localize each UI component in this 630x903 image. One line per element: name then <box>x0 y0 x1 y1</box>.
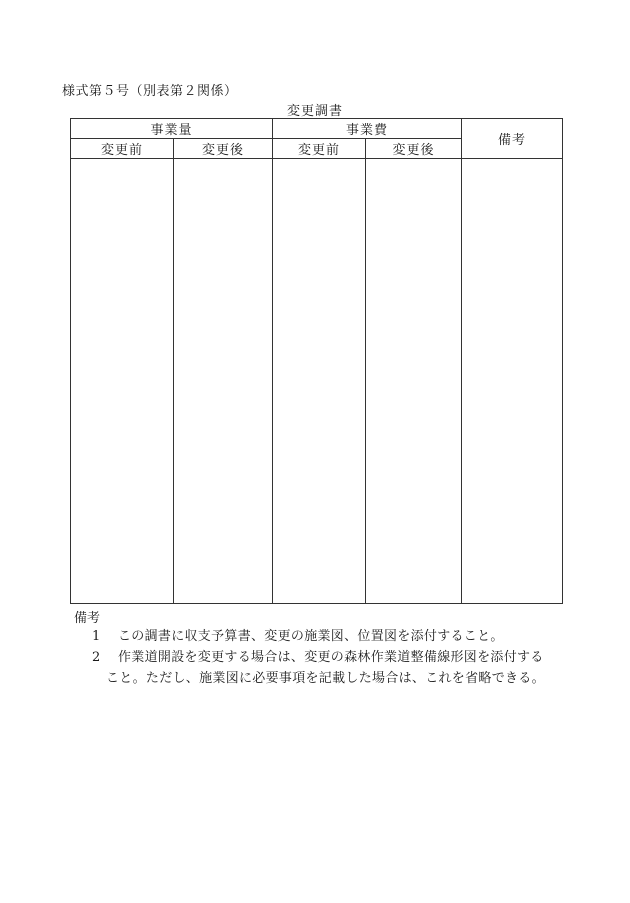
note-item-2 <box>92 647 544 668</box>
note-item-2-continuation: こと。ただし、施業図に必要事項を記載した場合は、これを省略できる。 <box>106 671 545 686</box>
header-cost-before: 変更前 <box>273 139 366 159</box>
header-quantity-after: 変更後 <box>174 139 273 159</box>
note-number: 2 <box>92 650 101 665</box>
table-header-row-1 <box>71 119 563 139</box>
document-title: 変更調書 <box>286 104 343 119</box>
header-quantity: 事業量 <box>71 119 273 139</box>
note-text: 作業道開設を変更する場合は、変更の森林作業道整備線形図を添付する <box>118 650 544 665</box>
header-quantity-before: 変更前 <box>71 139 174 159</box>
table-body-row <box>71 159 563 604</box>
notes-heading: 備考 <box>74 611 101 626</box>
header-cost: 事業費 <box>273 119 462 139</box>
change-table <box>70 118 563 604</box>
header-cost-after: 変更後 <box>366 139 462 159</box>
cell-cost-after[interactable] <box>366 159 462 604</box>
note-text: この調書に収支予算書、変更の施業図、位置図を添付すること。 <box>118 629 504 644</box>
note-item-1 <box>92 626 504 647</box>
header-remarks: 備考 <box>462 119 563 159</box>
form-number: 様式第５号（別表第２関係） <box>62 84 238 99</box>
cell-remarks[interactable] <box>462 159 563 604</box>
cell-quantity-after[interactable] <box>174 159 273 604</box>
cell-cost-before[interactable] <box>273 159 366 604</box>
note-number: 1 <box>92 629 101 644</box>
cell-quantity-before[interactable] <box>71 159 174 604</box>
